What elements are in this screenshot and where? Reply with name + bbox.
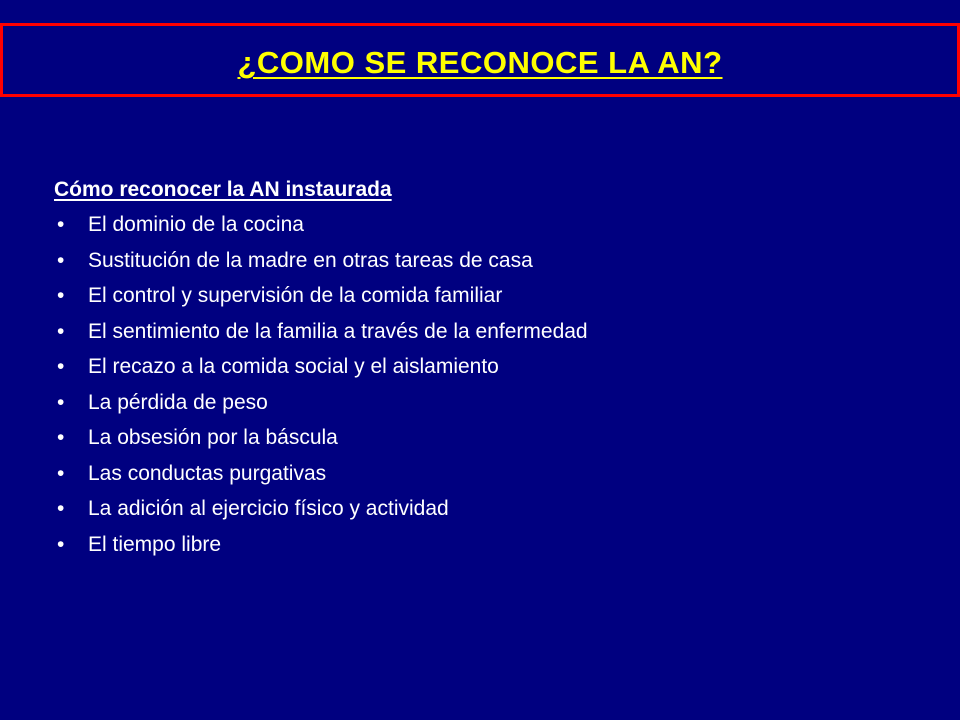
list-item-text: La obsesión por la báscula [88,426,338,449]
list-item-text: La pérdida de peso [88,390,268,414]
section-heading: Cómo reconocer la AN instaurada [54,178,392,201]
list-item [54,527,914,563]
list-item-text: El tiempo libre [88,532,222,556]
list-item [54,243,914,279]
list-item-text: El dominio de la cocina [88,213,304,236]
list-item-text: Las conductas purgativas [88,461,327,485]
list-item-text: La adición al ejercicio físico y actividad [88,497,449,520]
slide-title-box [0,23,960,97]
slide-title: ¿COMO SE RECONOCE LA AN? [237,45,723,80]
list-item [54,456,914,492]
bullet-list [54,207,914,562]
list-item [54,349,914,385]
bullet-icon: • [57,213,65,236]
bullet-icon: • [57,461,65,485]
slide-content [54,172,914,562]
list-item [54,420,914,456]
list-item-text: Sustitución de la madre en otras tareas de casa [88,248,533,272]
list-item-text: El sentimiento de la familia a través de la enfermedad [88,319,588,343]
list-item [54,314,914,350]
bullet-icon: • [57,426,65,449]
list-item [54,207,914,243]
bullet-icon: • [57,497,65,520]
list-item [54,278,914,314]
bullet-icon: • [57,248,65,272]
bullet-icon: • [57,319,65,343]
list-item [54,385,914,421]
list-item-text: El recazo a la comida social y el aislamiento [88,355,499,378]
bullet-icon: • [57,355,65,378]
list-item [54,491,914,527]
list-item-text: El control y supervisión de la comida familiar [88,284,503,307]
bullet-icon: • [57,532,65,556]
bullet-icon: • [57,390,65,414]
bullet-icon: • [57,284,65,307]
